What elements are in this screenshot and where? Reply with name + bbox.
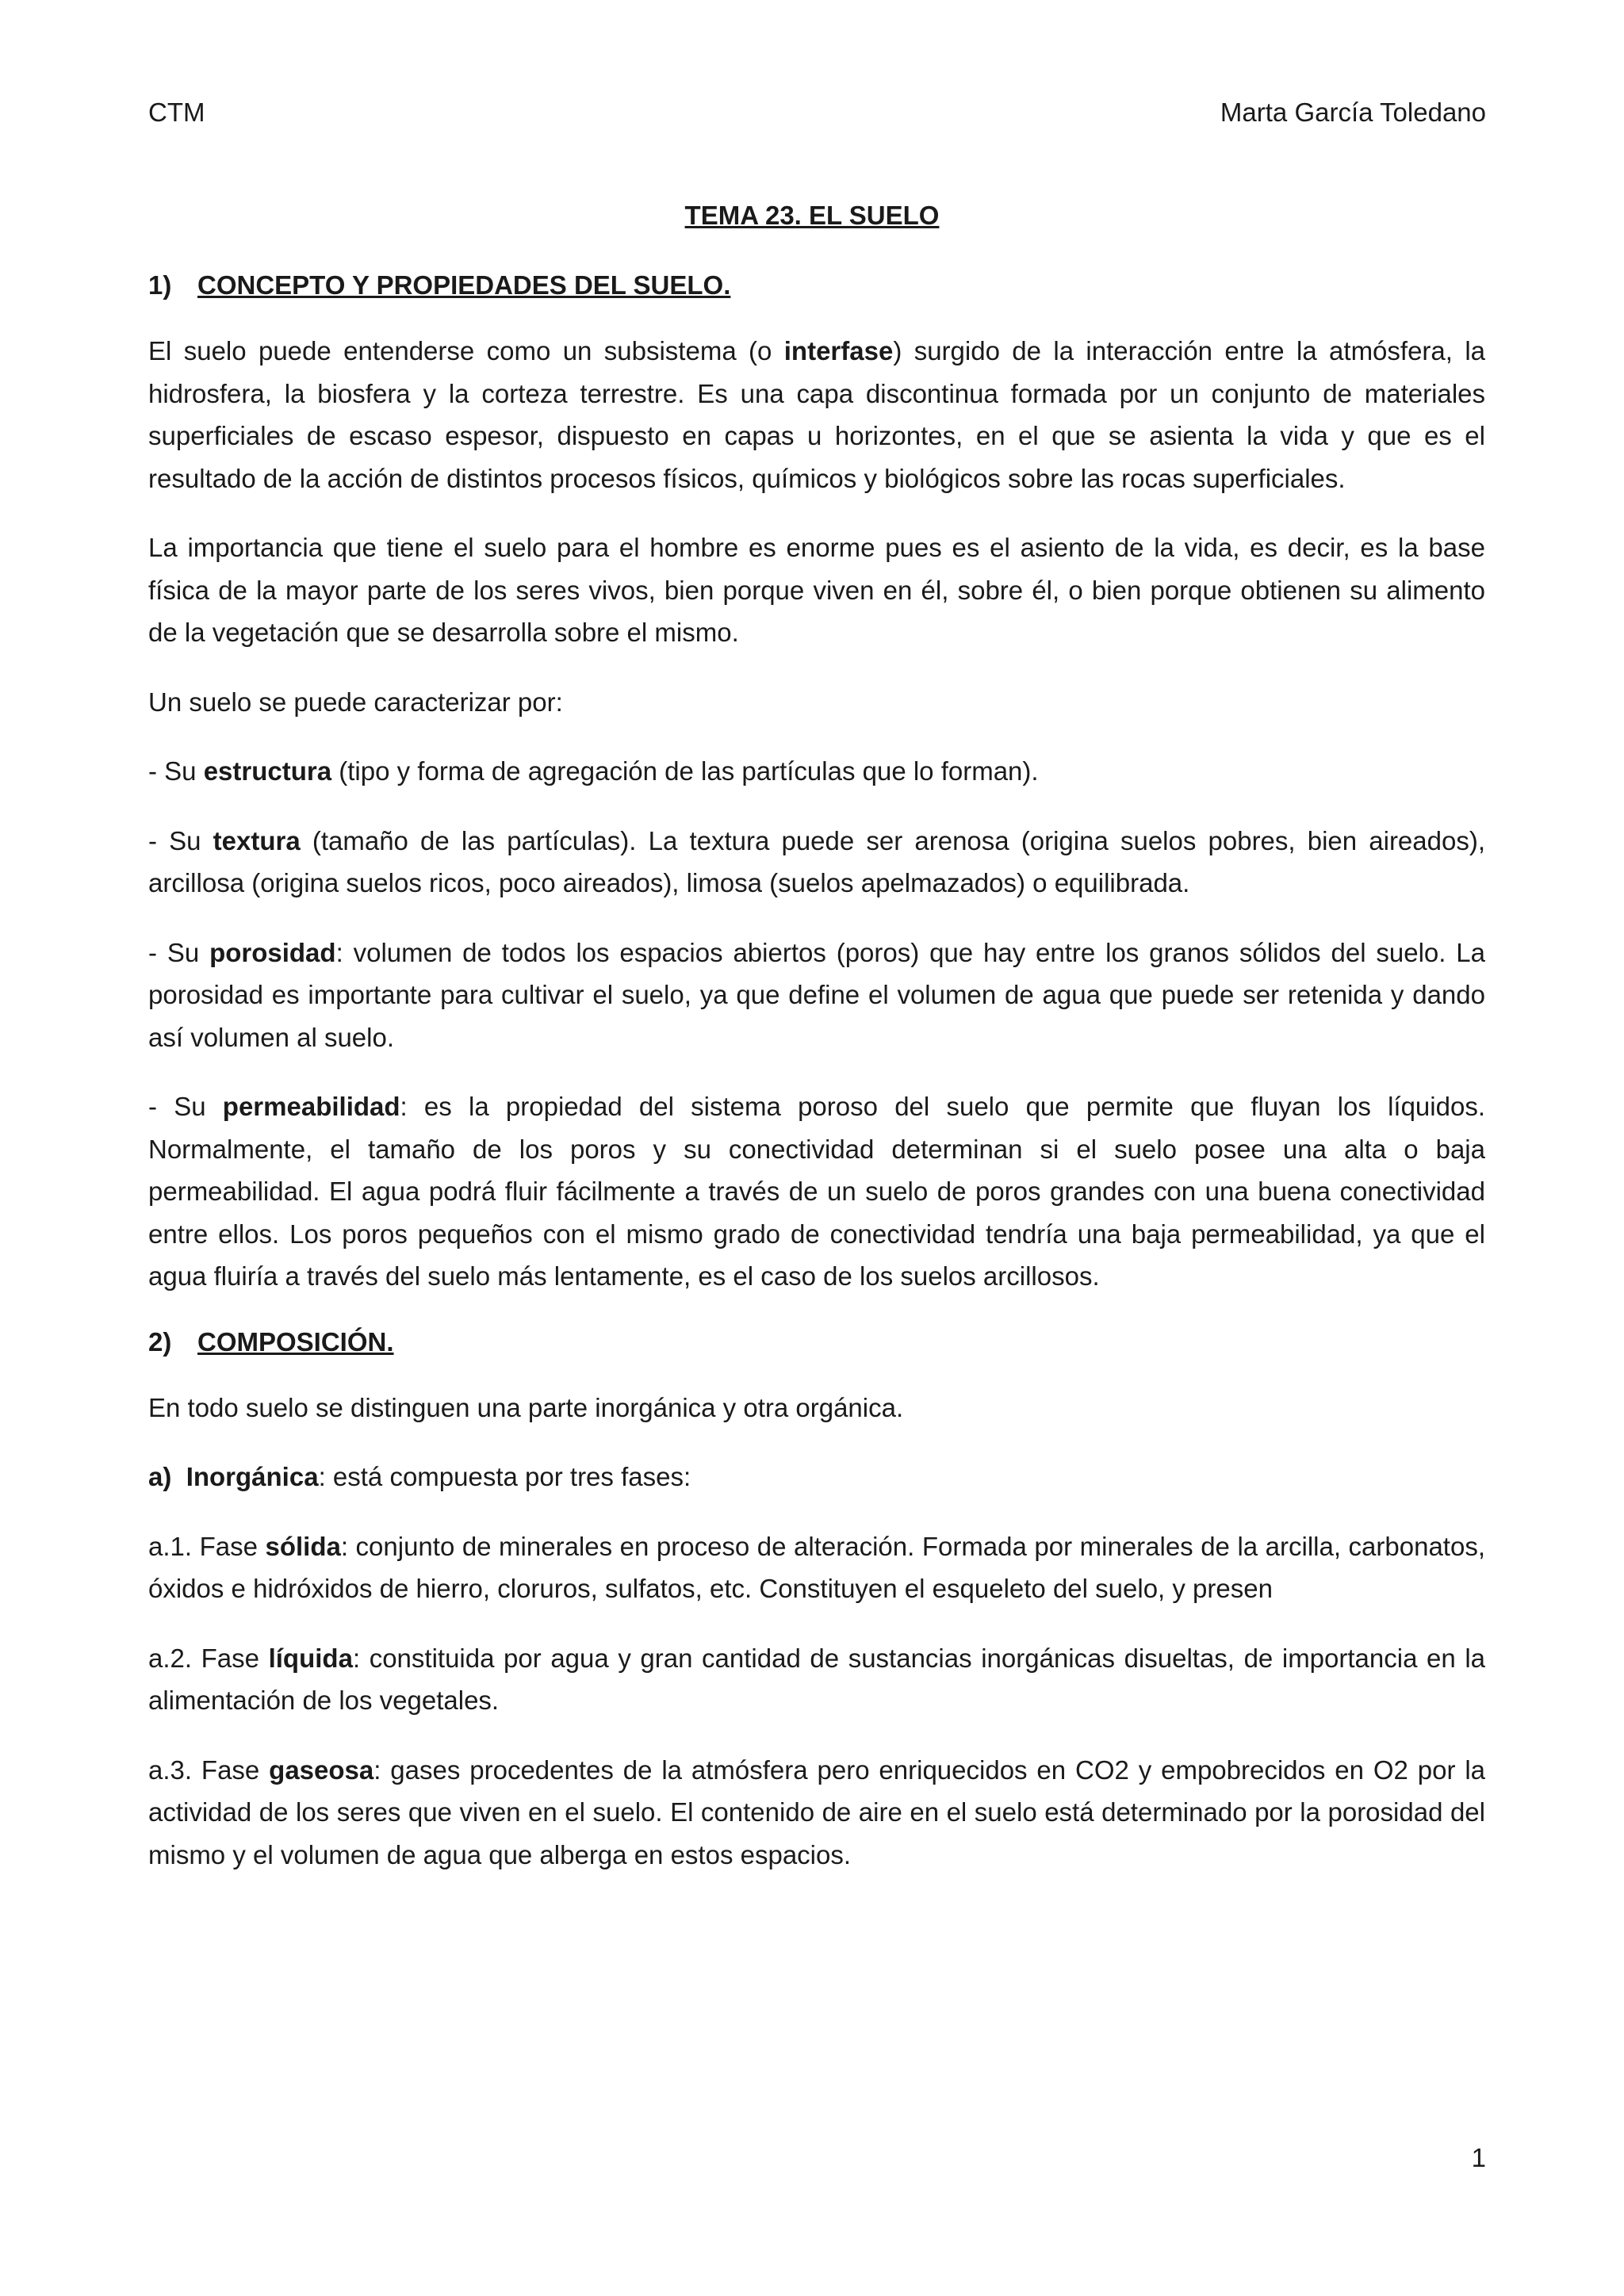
text-run: (tamaño de las partículas). La textura puede ser arenosa (origina suelos pobres, bien aireados), arcillosa (origina suelos ricos, poco aireados), limosa (suelos apelmazados) o equilibrada. bbox=[148, 825, 1485, 897]
paragraph-characterization-intro: Un suelo se puede caracterizar por: bbox=[148, 687, 563, 717]
paragraph-fase-solida bbox=[148, 1525, 1485, 1610]
text-run: : está compuesta por tres fases: bbox=[318, 1462, 691, 1491]
text-run: El suelo puede entenderse como un subsistema (o bbox=[148, 336, 784, 365]
text-run: - Su bbox=[148, 937, 210, 967]
paragraph-fase-liquida bbox=[148, 1637, 1485, 1722]
paragraph-inorganica bbox=[148, 1456, 1485, 1498]
section-2-number: 2) bbox=[148, 1326, 172, 1357]
text-run: : es la propiedad del sistema poroso del suelo que permite que fluyan los líquidos. Normalmente, el tamaño de los poros y su conectividad determinan si el suelo posee una alta o baja permeabilidad. El agua podrá fluir fácilmente a través de un suelo de poros grandes con una buena conectividad entre ellos. Los poros pequeños con el mismo grado de conectividad tendría una baja permeabilidad, ya que el agua fluiría a través del suelo más lentamente, es el caso de los suelos arcillosos. bbox=[148, 1092, 1485, 1291]
bold-term-interfase: interfase bbox=[783, 336, 894, 365]
bold-term-liquida: líquida bbox=[268, 1643, 353, 1673]
bold-term-gaseosa: gaseosa bbox=[269, 1755, 374, 1785]
bold-term-solida: sólida bbox=[265, 1531, 341, 1561]
document-body bbox=[148, 268, 1485, 1903]
text-run: : gases procedentes de la atmósfera pero enriquecidos en CO2 y empobrecidos en O2 por la actividad de los seres que viven en el suelo. El contenido de aire en el suelo está determinado por la porosidad del mismo y el volumen de agua que alberga en estos espacios. bbox=[148, 1755, 1486, 1869]
header-author: Marta García Toledano bbox=[1220, 98, 1486, 127]
paragraph-composition-intro: En todo suelo se distinguen una parte inorgánica y otra orgánica. bbox=[148, 1392, 904, 1422]
paragraph-textura bbox=[148, 820, 1485, 905]
section-1-heading bbox=[148, 268, 1485, 303]
text-run: - Su bbox=[148, 756, 204, 786]
text-run: ) surgido de la interacción entre la atmósfera, la hidrosfera, la biosfera y la corteza terrestre. Es una capa discontinua formada por un conjunto de materiales superficiales de escaso espesor, dispuesto en capas u horizontes, en el que se asienta la vida y que es el resultado de la acción de distintos procesos físicos, químicos y biológicos sobre las rocas superficiales. bbox=[148, 336, 1485, 493]
text-run: a.2. Fase bbox=[148, 1643, 269, 1673]
text-run: : volumen de todos los espacios abiertos (poros) que hay entre los granos sólidos del suelo. La porosidad es importante para cultivar el suelo, ya que define el volumen de agua que puede ser retenida y dando así volumen al suelo. bbox=[148, 937, 1485, 1052]
text-run: - Su bbox=[148, 825, 213, 855]
paragraph-permeabilidad bbox=[148, 1085, 1485, 1298]
bold-label-a: a) bbox=[148, 1462, 186, 1491]
paragraph-fase-gaseosa bbox=[148, 1749, 1485, 1877]
bold-term-textura: textura bbox=[213, 825, 301, 855]
text-run: : constituida por agua y gran cantidad de sustancias inorgánicas disueltas, de importancia en la alimentación de los vegetales. bbox=[148, 1643, 1486, 1715]
paragraph-porosidad bbox=[148, 932, 1485, 1059]
bold-term-estructura: estructura bbox=[203, 756, 332, 786]
header-subject: CTM bbox=[148, 98, 205, 127]
section-1-number: 1) bbox=[148, 270, 172, 300]
page-number: 1 bbox=[1471, 2143, 1486, 2172]
paragraph-estructura bbox=[148, 750, 1485, 793]
text-run: - Su bbox=[148, 1092, 223, 1121]
text-run: : conjunto de minerales en proceso de alteración. Formada por minerales de la arcilla, carbonatos, óxidos e hidróxidos de hierro, cloruros, sulfatos, etc. Constituyen el esqueleto del suelo, y presen bbox=[148, 1531, 1485, 1603]
section-1-title: CONCEPTO Y PROPIEDADES DEL SUELO. bbox=[197, 270, 731, 300]
text-run: a.1. Fase bbox=[148, 1531, 266, 1561]
section-2-title: COMPOSICIÓN. bbox=[197, 1326, 394, 1357]
text-run: a.3. Fase bbox=[148, 1755, 270, 1785]
bold-term-inorganica: Inorgánica bbox=[186, 1462, 319, 1491]
section-2-heading bbox=[148, 1325, 1485, 1360]
text-run: (tipo y forma de agregación de las partículas que lo forman). bbox=[331, 756, 1039, 786]
bold-term-permeabilidad: permeabilidad bbox=[222, 1092, 400, 1121]
paragraph-definition bbox=[148, 330, 1485, 499]
paragraph-importance: La importancia que tiene el suelo para el hombre es enorme pues es el asiento de la vida, es decir, es la base física de la mayor parte de los seres vivos, bien porque viven en él, sobre él, o bien porque obtienen su alimento de la vegetación que se desarrolla sobre el mismo. bbox=[148, 533, 1485, 647]
bold-term-porosidad: porosidad bbox=[209, 937, 336, 967]
document-title: TEMA 23. EL SUELO bbox=[684, 201, 940, 230]
